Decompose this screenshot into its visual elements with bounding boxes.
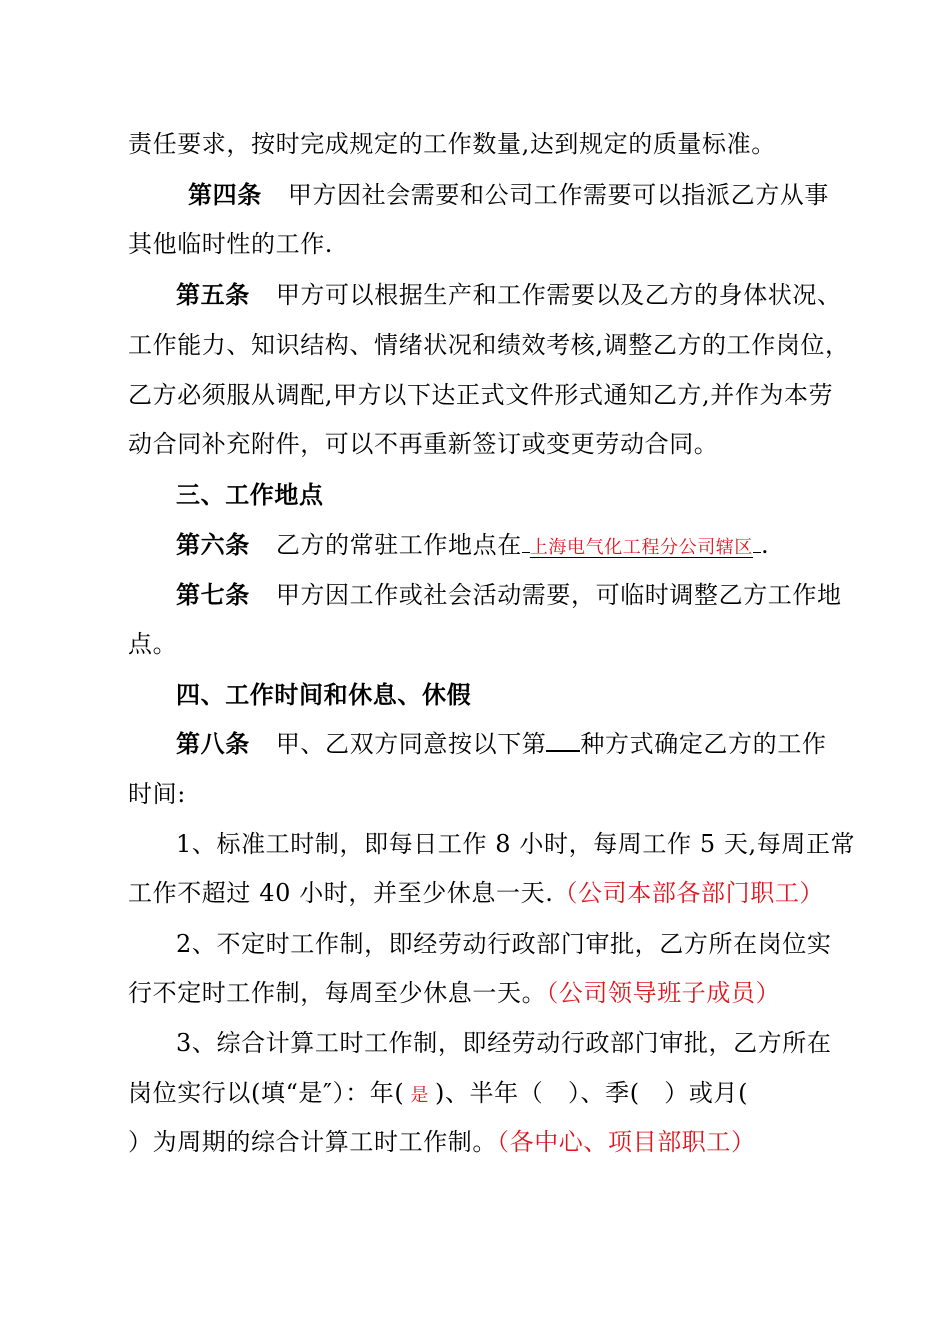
article-text: 甲方可以根据生产和工作需要以及乙方的身体状况、 [275, 281, 842, 309]
text: 责任要求，按时完成规定的工作数量,达到规定的质量标准。 [128, 130, 776, 158]
option-note: （公司本部各部门职工） [553, 879, 825, 907]
section-heading [176, 480, 324, 510]
heading-text: 四、工作时间和休息、休假 [176, 681, 472, 709]
article-7 [176, 580, 842, 610]
paragraph-line [128, 1078, 748, 1111]
text: 岗位实行以(填“是″）：年( [128, 1079, 405, 1107]
paragraph-line [128, 429, 718, 459]
option-1 [176, 829, 855, 859]
text: 工作能力、知识结构、情绪状况和绩效考核,调整乙方的工作岗位， [128, 331, 850, 359]
article-label: 第七条 [176, 581, 250, 609]
option-2 [176, 929, 831, 959]
article-6 [176, 530, 769, 563]
heading-text: 三、工作地点 [176, 481, 324, 509]
article-label: 第五条 [176, 281, 250, 309]
paragraph-line [128, 779, 186, 809]
article-label: 第四条 [188, 181, 262, 209]
option-text: 3、综合计算工时工作制，即经劳动行政部门审批，乙方所在 [176, 1029, 832, 1057]
article-text: 种方式确定乙方的工作 [580, 730, 827, 758]
text: 点。 [128, 630, 178, 658]
option-text: 2、不定时工作制，即经劳动行政部门审批，乙方所在岗位实 [176, 930, 832, 958]
text: )、半年（ ）、季( ）或月( [434, 1079, 749, 1107]
paragraph-line [128, 229, 333, 259]
paragraph-line [128, 629, 177, 659]
year-fill-value: 是 [410, 1085, 429, 1106]
article-text: 甲、乙双方同意按以下第 [275, 730, 547, 758]
text: 行不定时工作制，每周至少休息一天。 [128, 979, 547, 1007]
option-blank [546, 730, 580, 752]
text: 乙方必须服从调配,甲方以下达正式文件形式通知乙方,并作为本劳 [128, 381, 834, 409]
article-label: 第八条 [176, 730, 250, 758]
article-text: 甲方因工作或社会活动需要，可临时调整乙方工作地 [275, 581, 842, 609]
text: 动合同补充附件，可以不再重新签订或变更劳动合同。 [128, 430, 719, 458]
article-4 [188, 180, 829, 210]
article-label: 第六条 [176, 531, 250, 559]
workplace-fill-value: 上海电气化工程分公司辖区 [529, 537, 754, 558]
paragraph-line [128, 1127, 756, 1157]
article-end: . [761, 531, 770, 559]
paragraph-line [128, 878, 824, 908]
article-8 [176, 729, 826, 759]
section-heading [176, 680, 471, 710]
paragraph-line [128, 330, 850, 360]
text: 工作不超过 40 小时，并至少休息一天. [128, 879, 554, 907]
option-3 [176, 1028, 831, 1058]
option-note: （公司领导班子成员） [546, 979, 781, 1007]
text: 其他临时性的工作. [128, 230, 334, 258]
option-note: （各中心、项目部职工） [497, 1128, 756, 1156]
paragraph-line [128, 380, 833, 410]
paragraph-line [128, 978, 780, 1008]
article-5 [176, 280, 842, 310]
paragraph-line [128, 129, 776, 159]
article-text: 乙方的常驻工作地点在 [275, 531, 522, 559]
article-text: 甲方因社会需要和公司工作需要可以指派乙方从事 [287, 181, 830, 209]
text: ）为周期的综合计算工时工作制。 [128, 1128, 497, 1156]
text: 时间: [128, 780, 186, 808]
option-text: 1、标准工时制，即每日工作 8 小时，每周工作 5 天,每周正常 [176, 830, 856, 858]
